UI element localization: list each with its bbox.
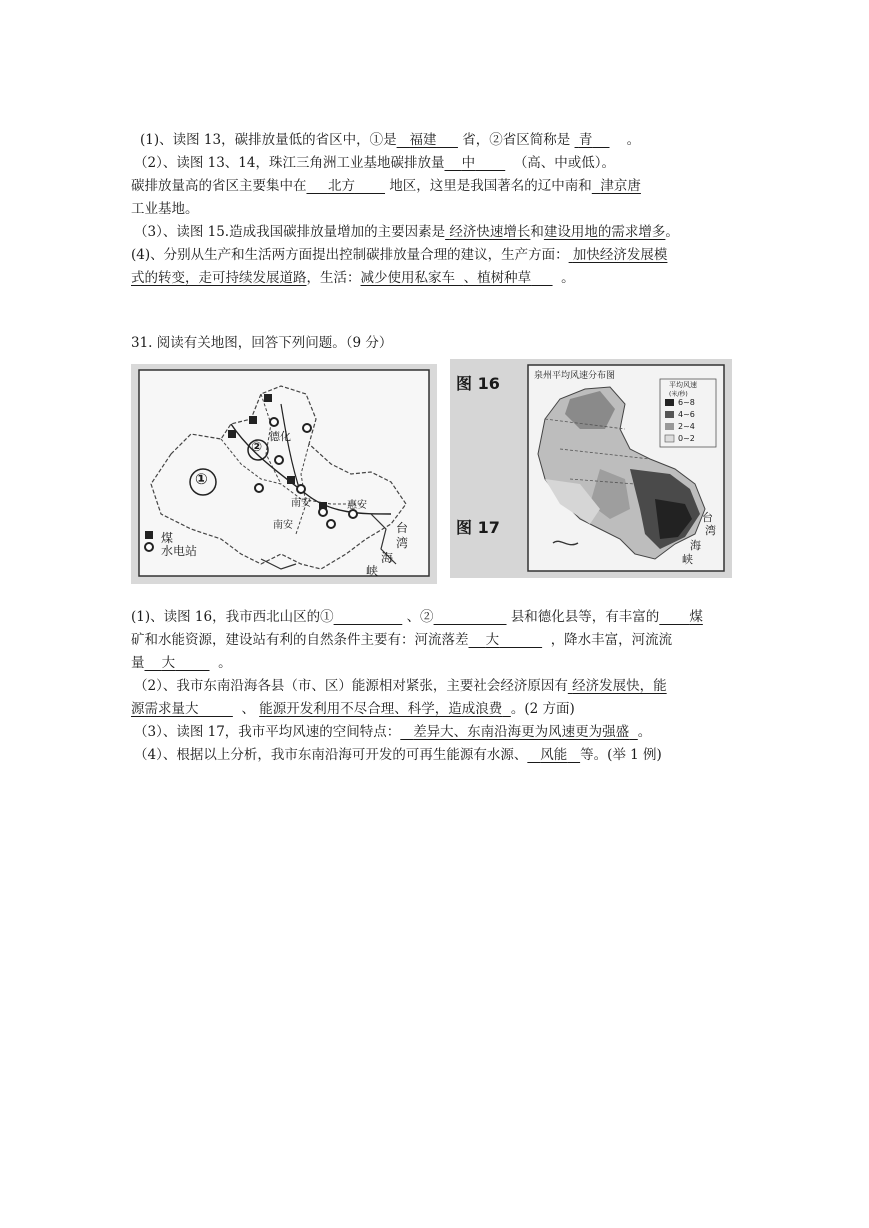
answer-blank [334,609,403,625]
taiwan-strait-tai: 台 [396,521,409,535]
taiwan-strait-tai: 台 [702,511,713,524]
taiwan-strait-xia: 峡 [682,553,693,566]
answer-blank: 经济快速增长 [449,224,531,240]
wind-legend-title: 平均风速 [669,381,697,389]
hydro-legend-label: 水电站 [161,544,198,558]
q30-line-1: (1)、读图 13，碳排放量低的省区中，①是 福建 省，②省区简称是 青 。 [140,132,641,148]
wind-legend-unit: (米/秒) [669,391,688,398]
answer-blank: 中 [461,155,476,171]
q30-line-5: （3）、读图 15.造成我国碳排放量增加的主要因素是 经济快速增长和建设用地的需求增多。 [134,224,679,240]
figure-17-wind-map [450,359,732,578]
answer-blank: 福建 [409,132,437,148]
q31-line-7: （4）、根据以上分析，我市东南沿海可开发的可再生能源有水源、 风能 等。(举 1 例) [134,747,662,763]
answer-blank: 源需求量大 [131,701,199,717]
q30-line-3: 碳排放量高的省区主要集中在 北方 地区，这里是我国著名的辽中南和 津京唐 [131,178,641,194]
huian-label: 惠安 [347,500,367,511]
taiwan-strait-hai: 海 [381,551,394,565]
taiwan-strait-xia: 峡 [366,564,379,578]
q30-line-7: 式的转变，走可持续发展道路，生活：减少使用私家车 、植树种草 。 [131,270,575,286]
answer-blank: 差异大、东南沿海更为风速更为强盛 [413,724,630,740]
figure-16-energy-map [131,364,437,584]
q31-line-1: (1)、读图 16，我市西北山区的① 、② 县和德化县等，有丰富的 煤 [131,609,703,625]
q31-line-4: （2）、我市东南沿海各县（市、区）能源相对紧张，主要社会经济原因有 经济发展快，能 [134,678,667,694]
figure-17-caption: 图 17 [456,518,500,537]
wind-legend-item: 4~6 [678,410,695,419]
answer-blank: 煤 [689,609,703,625]
answer-blank: 加快经济发展模 [572,247,668,263]
q31-line-5: 源需求量大 、 能源开发利用不尽合理、科学，造成浪费 。(2 方面) [131,701,575,717]
q30-line-2: （2）、读图 13、14，珠江三角洲工业基地碳排放量 中 （高、中或低）。 [134,155,616,171]
answer-blank: 津京唐 [600,178,641,194]
q31-line-3: 量 大 。 [131,655,232,671]
figure-16-caption: 图 16 [456,374,500,393]
dehua-label: 德化 [269,430,291,443]
q31-line-2: 矿和水能资源，建设站有利的自然条件主要有：河流落差 大 ，降水丰富，河流流 [131,632,673,648]
answer-blank: 大 [485,632,500,648]
region-2-label: ② [251,440,263,455]
answer-blank: 建设用地的需求增多 [543,224,666,240]
answer-blank: 大 [161,655,176,671]
wind-legend-item: 0~2 [678,434,695,443]
q31-title: 31. 阅读有关地图，回答下列问题。（9 分） [131,335,393,351]
answer-blank: 青 [578,132,593,148]
q30-line-6: (4)、分别从生产和生活两方面提出控制碳排放量合理的建议，生产方面： 加快经济发展模 [131,247,668,263]
taiwan-strait-wan: 湾 [705,524,716,537]
wind-map-title: 泉州平均风速分布图 [534,371,616,381]
answer-blank: 能源开发利用不尽合理、科学，造成浪费 [259,701,503,717]
answer-blank: 经济发展快，能 [572,678,667,694]
nanan-label: 南安 [291,498,311,509]
q30-line-4: 工业基地。 [131,201,199,217]
answer-blank [434,609,507,625]
taiwan-strait-wan: 湾 [396,536,409,550]
region-1-label: ① [195,470,208,488]
wind-legend-item: 2~4 [678,422,695,431]
q31-line-6: （3）、读图 17，我市平均风速的空间特点： 差异大、东南沿海更为风速更为强盛 。 [134,724,652,740]
taiwan-strait-hai: 海 [690,539,701,552]
answer-blank: 风能 [540,747,568,763]
answer-blank: 北方 [327,178,355,194]
coal-legend-label: 煤 [161,531,174,545]
answer-blank: 减少使用私家车 、植树种草 [360,270,532,286]
wind-legend-item: 6~8 [678,398,695,407]
nanan-label-2: 南安 [273,520,293,531]
